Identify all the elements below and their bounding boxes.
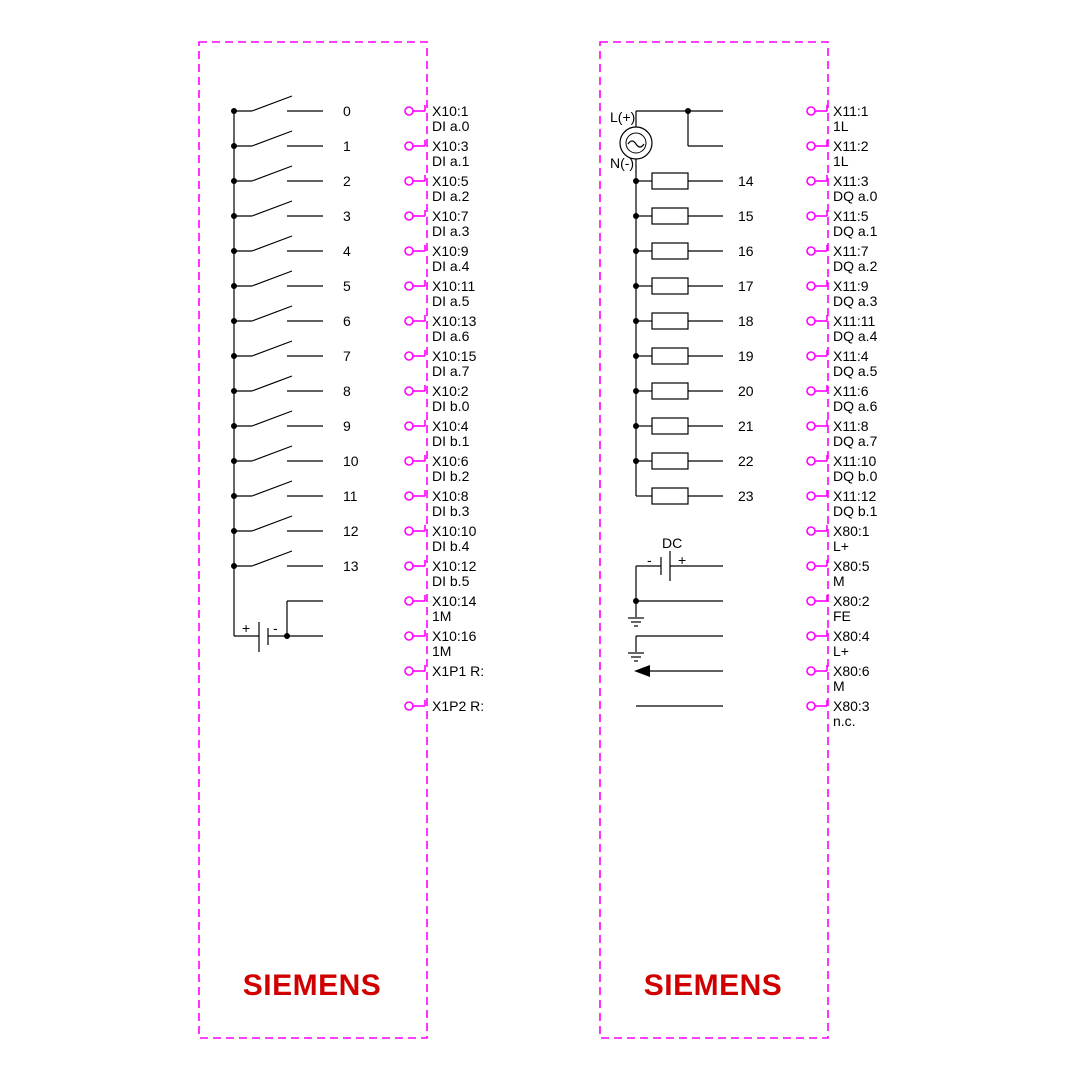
terminal-id-label: X11:10 — [833, 453, 877, 469]
terminal-desc-label: DI a.5 — [432, 293, 470, 309]
output-number-label: 21 — [738, 418, 754, 434]
terminal-id-label: X1P2 R: — [432, 698, 485, 714]
left-module-frame — [199, 42, 427, 1038]
terminal-desc-label: DI b.0 — [432, 398, 470, 414]
terminal-icon — [807, 142, 815, 150]
output-number-label: 14 — [738, 173, 754, 189]
terminal-connector — [807, 558, 870, 589]
terminal-id-label: X11:7 — [833, 243, 869, 259]
terminal-connector — [405, 663, 484, 679]
terminal-id-label: X10:12 — [432, 558, 477, 574]
terminal-connector — [405, 383, 470, 414]
terminal-connector — [405, 103, 470, 134]
terminal-desc-label: DI a.7 — [432, 363, 470, 379]
terminal-connector — [807, 418, 878, 449]
terminal-icon — [405, 212, 413, 220]
terminal-id-label: X11:11 — [833, 313, 876, 329]
terminal-icon — [405, 282, 413, 290]
terminal-icon — [807, 212, 815, 220]
output-coil — [633, 243, 754, 259]
output-number-label: 22 — [738, 453, 754, 469]
right-output-circuit — [610, 108, 723, 706]
terminal-id-label: X80:1 — [833, 523, 870, 539]
terminal-connector — [807, 173, 878, 204]
terminal-id-label: X11:8 — [833, 418, 869, 434]
switch-number-label: 12 — [343, 523, 359, 539]
terminal-id-label: X11:6 — [833, 383, 869, 399]
terminal-desc-label: DQ a.4 — [833, 328, 878, 344]
terminal-connector — [807, 628, 870, 659]
terminal-desc-label: DQ a.2 — [833, 258, 878, 274]
terminal-connector — [405, 208, 470, 239]
input-switch — [231, 201, 351, 224]
output-coil — [633, 348, 754, 364]
switch-number-label: 3 — [343, 208, 351, 224]
output-coil — [633, 313, 754, 329]
terminal-desc-label: DI a.6 — [432, 328, 470, 344]
terminal-desc-label: M — [833, 678, 845, 694]
terminal-connector — [807, 208, 878, 239]
terminal-icon — [405, 492, 413, 500]
terminal-id-label: X80:3 — [833, 698, 870, 714]
terminal-icon — [405, 387, 413, 395]
switch-number-label: 4 — [343, 243, 351, 259]
terminal-icon — [405, 702, 413, 710]
output-coil — [633, 278, 754, 294]
terminal-desc-label: DQ b.1 — [833, 503, 878, 519]
terminal-icon — [807, 107, 815, 115]
output-coil — [633, 208, 754, 224]
terminal-connector — [807, 103, 869, 134]
terminal-icon — [405, 562, 413, 570]
terminal-id-label: X11:2 — [833, 138, 869, 154]
terminal-icon — [807, 387, 815, 395]
supply-plus-label: L(+) — [610, 109, 636, 125]
terminal-connector — [405, 243, 470, 274]
switch-number-label: 2 — [343, 173, 351, 189]
terminal-desc-label: DI a.3 — [432, 223, 470, 239]
left-terminal-group — [405, 103, 484, 714]
terminal-icon — [807, 457, 815, 465]
input-switch — [231, 236, 351, 259]
output-coil — [636, 488, 754, 504]
terminal-desc-label: DI b.4 — [432, 538, 470, 554]
terminal-connector — [405, 348, 477, 379]
switch-number-label: 6 — [343, 313, 351, 329]
terminal-connector — [405, 138, 470, 169]
input-switch — [231, 341, 351, 364]
terminal-desc-label: DQ a.7 — [833, 433, 878, 449]
terminal-id-label: X11:5 — [833, 208, 869, 224]
terminal-id-label: X10:7 — [432, 208, 469, 224]
terminal-icon — [405, 422, 413, 430]
terminal-id-label: X11:12 — [833, 488, 877, 504]
terminal-id-label: X10:6 — [432, 453, 469, 469]
terminal-desc-label: DQ a.6 — [833, 398, 878, 414]
terminal-icon — [807, 597, 815, 605]
terminal-desc-label: M — [833, 573, 845, 589]
terminal-id-label: X10:10 — [432, 523, 477, 539]
switch-number-label: 9 — [343, 418, 351, 434]
terminal-connector — [807, 383, 878, 414]
terminal-id-label: X10:1 — [432, 103, 469, 119]
switch-number-label: 0 — [343, 103, 351, 119]
terminal-connector — [807, 698, 870, 729]
dc-label: DC — [662, 535, 683, 551]
terminal-desc-label: 1M — [432, 608, 452, 624]
siemens-logo-left: SIEMENS — [242, 969, 382, 1002]
terminal-connector — [405, 558, 477, 589]
right-terminal-group — [807, 103, 878, 729]
terminal-connector — [807, 278, 878, 309]
input-switch — [231, 516, 359, 539]
terminal-connector — [807, 488, 878, 519]
terminal-desc-label: DI b.5 — [432, 573, 470, 589]
output-coil — [633, 418, 754, 434]
terminal-connector — [405, 313, 477, 344]
terminal-connector — [807, 523, 870, 554]
terminal-icon — [807, 352, 815, 360]
terminal-id-label: X10:14 — [432, 593, 477, 609]
terminal-desc-label: DI a.4 — [432, 258, 470, 274]
terminal-id-label: X80:6 — [833, 663, 870, 679]
terminal-connector — [807, 663, 870, 694]
dc-plus-label: + — [678, 552, 687, 568]
terminal-desc-label: DI a.0 — [432, 118, 470, 134]
terminal-connector — [405, 453, 470, 484]
terminal-desc-label: DI a.2 — [432, 188, 470, 204]
terminal-icon — [405, 247, 413, 255]
output-number-label: 15 — [738, 208, 754, 224]
terminal-connector — [807, 313, 878, 344]
terminal-id-label: X11:9 — [833, 278, 869, 294]
terminal-desc-label: DQ a.1 — [833, 223, 878, 239]
terminal-icon — [807, 492, 815, 500]
terminal-connector — [405, 523, 477, 554]
output-number-label: 17 — [738, 278, 754, 294]
dc-minus-label: - — [647, 552, 652, 568]
switch-number-label: 5 — [343, 278, 351, 294]
switch-number-label: 8 — [343, 383, 351, 399]
siemens-logo-right: SIEMENS — [643, 969, 783, 1002]
terminal-icon — [807, 177, 815, 185]
right-module-frame — [600, 42, 828, 1038]
terminal-id-label: X10:3 — [432, 138, 469, 154]
input-switch — [231, 411, 351, 434]
input-switch — [231, 551, 359, 574]
input-switch — [231, 131, 351, 154]
input-switch — [231, 446, 359, 469]
battery-plus-label: + — [242, 620, 251, 636]
terminal-desc-label: 1M — [432, 643, 452, 659]
input-switch — [231, 96, 351, 119]
terminal-connector — [807, 348, 878, 379]
terminal-id-label: X11:3 — [833, 173, 869, 189]
output-number-label: 23 — [738, 488, 754, 504]
terminal-icon — [405, 457, 413, 465]
terminal-icon — [807, 562, 815, 570]
battery-minus-label: - — [273, 620, 278, 636]
input-switch — [231, 166, 351, 189]
terminal-id-label: X10:5 — [432, 173, 469, 189]
terminal-desc-label: 1L — [833, 118, 849, 134]
terminal-desc-label: L+ — [833, 643, 849, 659]
output-number-label: 16 — [738, 243, 754, 259]
output-number-label: 19 — [738, 348, 754, 364]
terminal-desc-label: DI b.2 — [432, 468, 470, 484]
terminal-id-label: X80:4 — [833, 628, 870, 644]
terminal-desc-label: 1L — [833, 153, 849, 169]
terminal-id-label: X11:4 — [833, 348, 869, 364]
output-coil — [633, 453, 754, 469]
terminal-id-label: X80:5 — [833, 558, 870, 574]
terminal-connector — [405, 593, 477, 624]
terminal-icon — [405, 142, 413, 150]
terminal-id-label: X10:9 — [432, 243, 469, 259]
terminal-icon — [807, 422, 815, 430]
terminal-id-label: X10:15 — [432, 348, 477, 364]
switch-number-label: 1 — [343, 138, 351, 154]
terminal-id-label: X10:13 — [432, 313, 477, 329]
terminal-icon — [807, 317, 815, 325]
terminal-connector — [807, 593, 870, 624]
left-switch-group — [231, 96, 359, 574]
terminal-id-label: X10:11 — [432, 278, 476, 294]
switch-number-label: 13 — [343, 558, 359, 574]
terminal-connector — [405, 173, 470, 204]
terminal-connector — [405, 418, 470, 449]
terminal-id-label: X1P1 R: — [432, 663, 485, 679]
terminal-desc-label: DQ a.5 — [833, 363, 878, 379]
switch-number-label: 10 — [343, 453, 359, 469]
terminal-connector — [405, 488, 470, 519]
input-switch — [231, 376, 351, 399]
terminal-desc-label: DQ b.0 — [833, 468, 878, 484]
terminal-connector — [807, 138, 869, 169]
output-number-label: 18 — [738, 313, 754, 329]
terminal-id-label: X10:16 — [432, 628, 477, 644]
terminal-connector — [405, 278, 476, 309]
terminal-icon — [807, 667, 815, 675]
terminal-connector — [405, 698, 484, 714]
terminal-connector — [807, 453, 878, 484]
terminal-desc-label: L+ — [833, 538, 849, 554]
terminal-id-label: X10:8 — [432, 488, 469, 504]
terminal-icon — [807, 527, 815, 535]
output-coil — [633, 383, 754, 399]
terminal-desc-label: DI b.3 — [432, 503, 470, 519]
supply-minus-label: N(-) — [610, 155, 635, 171]
switch-number-label: 11 — [343, 488, 358, 504]
terminal-icon — [807, 632, 815, 640]
arrow-left-icon — [634, 665, 650, 677]
terminal-connector — [807, 243, 878, 274]
input-switch — [231, 306, 351, 329]
terminal-id-label: X10:4 — [432, 418, 469, 434]
terminal-icon — [405, 177, 413, 185]
output-number-label: 20 — [738, 383, 754, 399]
terminal-icon — [807, 282, 815, 290]
terminal-desc-label: DQ a.0 — [833, 188, 878, 204]
input-switch — [231, 271, 351, 294]
ground-icon — [628, 618, 644, 626]
terminal-connector — [405, 628, 477, 659]
terminal-icon — [405, 352, 413, 360]
terminal-desc-label: FE — [833, 608, 851, 624]
terminal-icon — [405, 667, 413, 675]
terminal-desc-label: DI b.1 — [432, 433, 470, 449]
terminal-icon — [405, 597, 413, 605]
input-switch — [231, 481, 358, 504]
terminal-icon — [405, 107, 413, 115]
right-output-group — [633, 173, 754, 504]
terminal-id-label: X10:2 — [432, 383, 469, 399]
switch-number-label: 7 — [343, 348, 351, 364]
terminal-id-label: X80:2 — [833, 593, 870, 609]
functional-earth-icon — [628, 653, 644, 661]
terminal-id-label: X11:1 — [833, 103, 869, 119]
terminal-icon — [807, 702, 815, 710]
terminal-desc-label: DQ a.3 — [833, 293, 878, 309]
terminal-icon — [405, 632, 413, 640]
terminal-icon — [807, 247, 815, 255]
output-coil — [633, 173, 754, 189]
terminal-desc-label: n.c. — [833, 713, 856, 729]
terminal-icon — [405, 527, 413, 535]
terminal-icon — [405, 317, 413, 325]
terminal-desc-label: DI a.1 — [432, 153, 470, 169]
